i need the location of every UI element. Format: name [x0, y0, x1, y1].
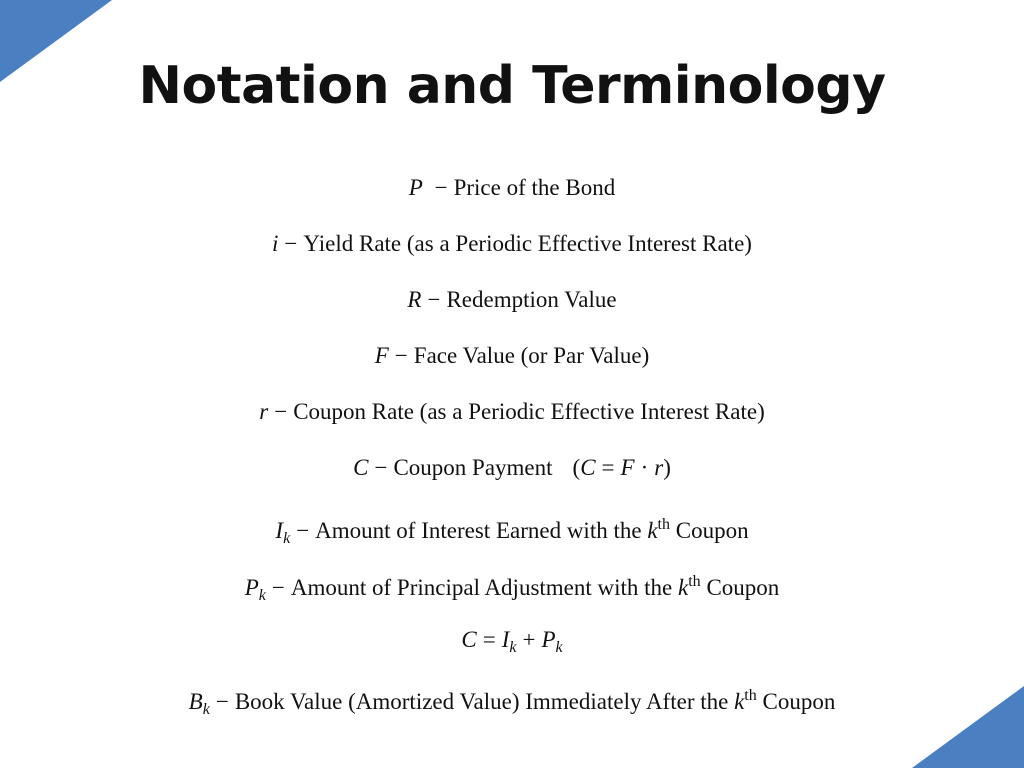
description: Face Value (or Par Value) [413, 343, 650, 368]
dash: − [274, 399, 288, 424]
description-end: Coupon [762, 689, 836, 714]
dash: − [284, 231, 298, 256]
coupon-identity-equation [0, 626, 1024, 662]
dash: − [434, 175, 448, 200]
notation-yield-rate [0, 230, 1024, 258]
description: Book Value (Amortized Value) Immediately After the [234, 689, 729, 714]
notation-principal-adjustment [0, 568, 1024, 610]
eq-p: P [541, 627, 556, 652]
description: Yield Rate (as a Periodic Effective Interest Rate) [303, 231, 752, 256]
dash: − [215, 689, 229, 714]
formula-c: C [580, 455, 596, 480]
subscript-k: k [283, 530, 291, 547]
notation-coupon-payment [0, 454, 1024, 482]
symbol-f: F [374, 343, 389, 368]
dash: − [374, 455, 388, 480]
dash: − [296, 518, 310, 543]
eq-c: C [461, 627, 477, 652]
symbol-p-upper: P [244, 575, 259, 600]
eq-i: I [501, 627, 510, 652]
symbol-b: B [188, 689, 203, 714]
symbol-i-upper: I [275, 518, 284, 543]
description: Amount of Interest Earned with the [315, 518, 642, 543]
description: Redemption Value [446, 287, 617, 312]
symbol-r-upper: R [407, 287, 422, 312]
description: Price of the Bond [453, 175, 616, 200]
slide-title: Notation and Terminology [138, 56, 886, 116]
description: Coupon Payment [393, 455, 553, 480]
th-superscript: th [657, 516, 670, 533]
description: Coupon Rate (as a Periodic Effective Interest Rate) [293, 399, 765, 424]
symbol-i: i [272, 231, 279, 256]
th-superscript: th [744, 687, 757, 704]
notation-redemption-value [0, 286, 1024, 314]
notation-face-value [0, 342, 1024, 370]
plus: + [522, 627, 536, 652]
k-symbol: k [678, 575, 689, 600]
formula: (C = F · r) [572, 455, 671, 480]
formula-r: r [654, 455, 664, 480]
description-end: Coupon [706, 575, 780, 600]
notation-interest-earned [0, 511, 1024, 553]
symbol-c: C [353, 455, 369, 480]
subscript-k: k [555, 639, 563, 656]
dash: − [427, 287, 441, 312]
subscript-k: k [509, 639, 517, 656]
subscript-k: k [258, 587, 266, 604]
notation-coupon-rate [0, 398, 1024, 426]
notation-book-value [0, 682, 1024, 724]
equals: = [601, 455, 615, 480]
description: Amount of Principal Adjustment with the [290, 575, 673, 600]
formula-f: F [620, 455, 635, 480]
symbol-r-lower: r [259, 399, 269, 424]
k-symbol: k [647, 518, 658, 543]
th-superscript: th [688, 573, 701, 590]
dot: · [640, 455, 649, 480]
subscript-k: k [202, 701, 210, 718]
dash: − [271, 575, 285, 600]
k-symbol: k [734, 689, 745, 714]
notation-price [0, 174, 1024, 202]
description-end: Coupon [675, 518, 749, 543]
symbol-p: P [408, 175, 423, 200]
equals: = [482, 627, 496, 652]
dash: − [394, 343, 408, 368]
